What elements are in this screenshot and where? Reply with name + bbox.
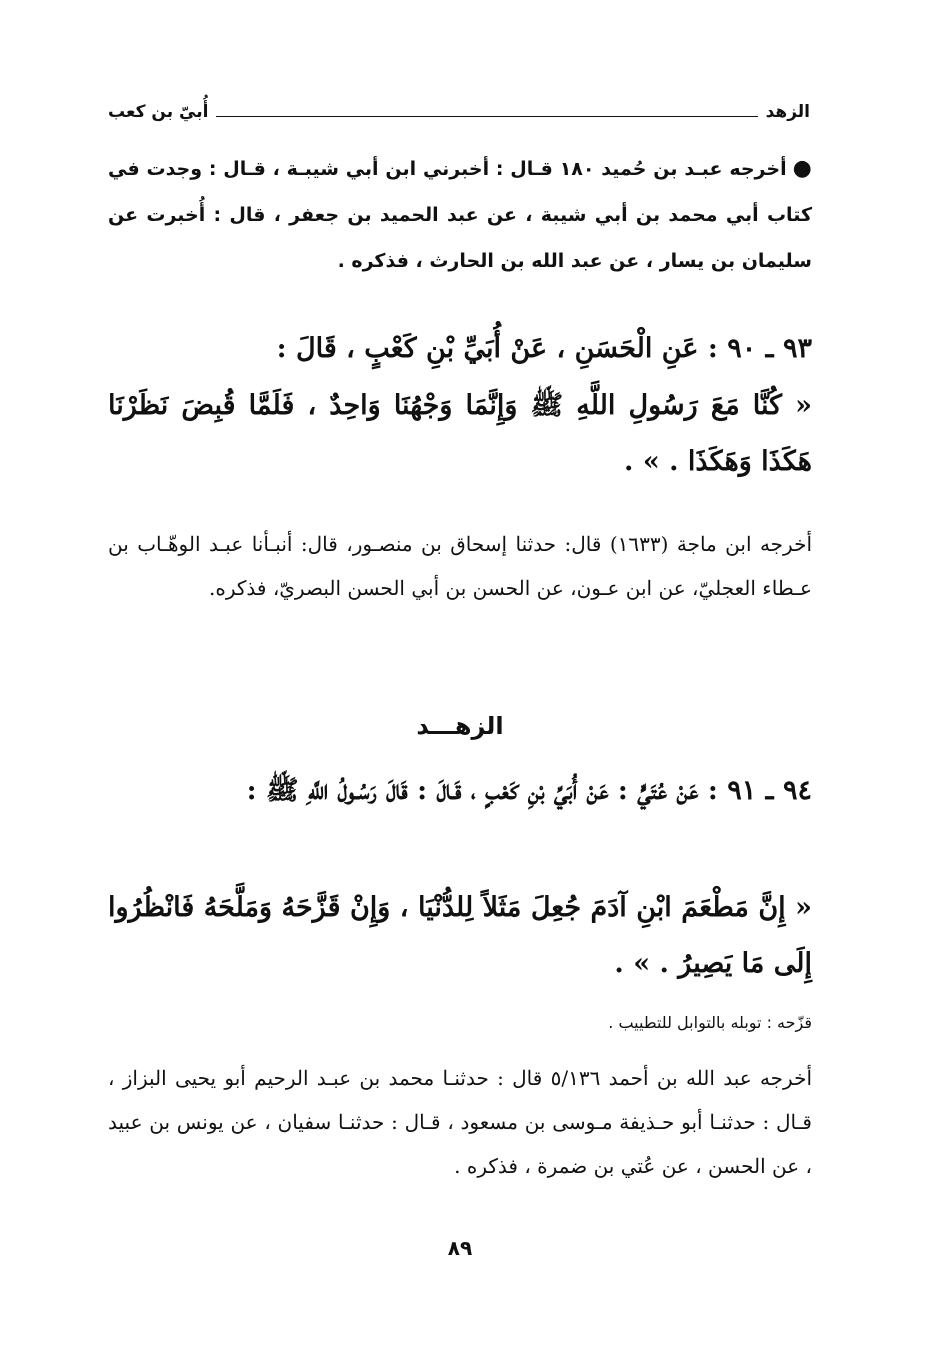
hadith-94-takhrij: أخرجه عبد الله بن أحمد ٥/١٣٦ قال : حدثنـا محمد بن عبـد الرحيم أبو يحيى البزاز ، قـال : حدثنـا أبو حـذيفة مـوسى بن مسعود ، قـال : حدثنـا سفيان ، عن يونس بن عبيد ، عن الحسن ، عن عُتي بن ضمرة ، فذكره . xyxy=(108,1066,813,1178)
takhrij-note-previous xyxy=(108,146,812,284)
hadith-93-takhrij: أخرجه ابن ماجة (١٦٣٣) قال: حدثنا إسحاق بن منصـور، قال: أنبـأنا عبـد الوهّـاب بن عـطاء العجليّ، عن ابن عـون، عن الحسن بن أبي الحسن البصريّ، فذكره. xyxy=(108,532,812,600)
bullet-icon: ● xyxy=(792,156,812,181)
hadith-94-gloss: قزّحه : توبله بالتوابل للتطييب . xyxy=(608,1013,812,1032)
hadith-93-text: « كُنَّا مَعَ رَسُولِ اللَّهِ ﷺ وَإِنَّمَا وَجْهُنَا وَاحِدٌ ، فَلَمَّا قُبِضَ نَظَرْنَا هَكَذَا وَهَكَذَا . » . xyxy=(108,390,812,477)
hadith-94-text: « إِنَّ مَطْعَمَ ابْنِ آدَمَ جُعِلَ مَثَلاً لِلدُّنْيَا ، وَإِنْ قَزَّحَهُ وَمَلَّحَهُ فَانْظُرُوا إِلَى مَا يَصِيرُ . » . xyxy=(108,892,812,979)
takhrij-note-previous-text: أخرجه عبـد بن حُميد ١٨٠ قـال : أخبرني ابن أبي شيبـة ، قـال : وجدت في كتاب أبي محمد بن أبي شيبة ، عن عبد الحميد بن جعفر ، قال : أُخبرت عن سليمان بن يسار ، عن عبد الله بن الحارث ، فذكره . xyxy=(108,158,812,272)
header-rule xyxy=(216,116,757,117)
hadith-94-heading: ٩٤ ـ ٩١ : عَنْ عُتَيٍّ : عَنْ أُبَيِّ بْنِ كَعْبٍ ، قَـالَ : قَالَ رَسُـولُ اللَّهِ ﷺ : xyxy=(246,775,812,806)
hadith-93-heading: ٩٣ ـ ٩٠ : عَنِ الْحَسَنِ ، عَنْ أُبَيِّ بْنِ كَعْبٍ ، قَالَ : xyxy=(276,333,812,364)
page-number: ٨٩ xyxy=(447,1236,473,1260)
running-header xyxy=(108,88,810,122)
header-companion-name: أُبيّ بن كعب xyxy=(108,102,209,122)
header-chapter-title: الزهد xyxy=(765,102,810,122)
section-title: الزهـــد xyxy=(416,712,504,740)
